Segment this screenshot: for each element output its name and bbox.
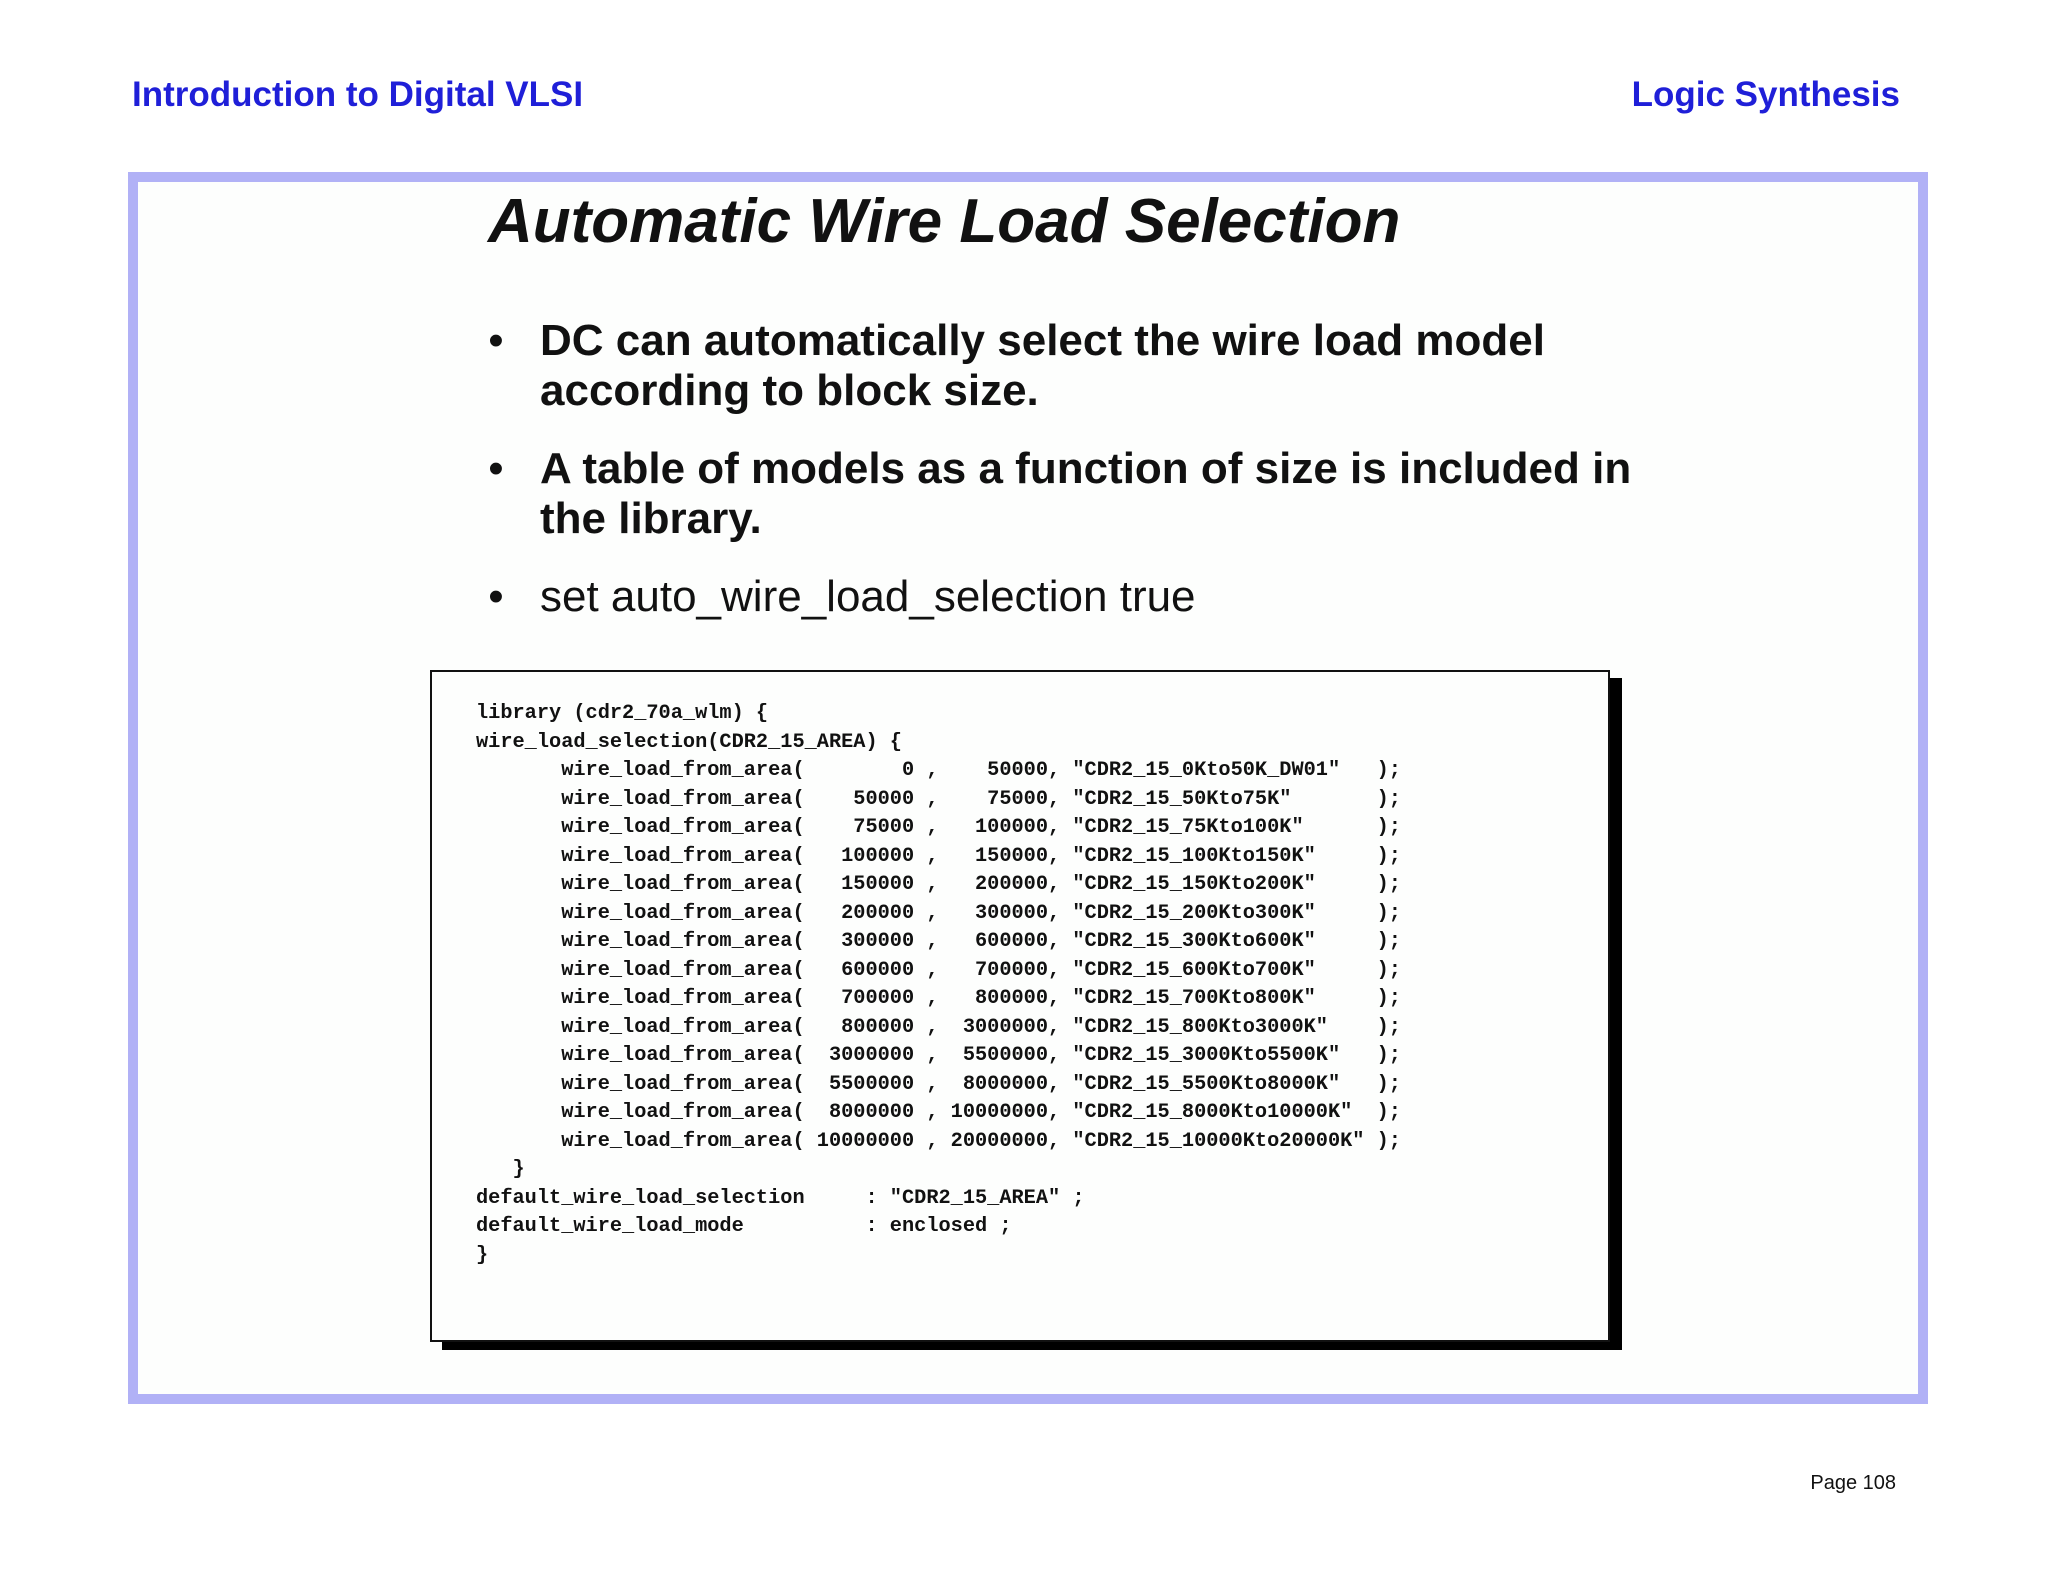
page-number: Page 108 [1810, 1472, 1896, 1494]
bullet-text: set auto_wire_load_selection true [540, 572, 1196, 621]
bullet-item [476, 316, 1656, 416]
code-listing [476, 700, 1401, 1270]
code-line: wire_load_from_area( 0 , 50000, "CDR2_15_0Kto50K_DW01" ); [476, 759, 1401, 782]
code-line: default_wire_load_mode : enclosed ; [476, 1215, 1012, 1238]
bullet-item [476, 572, 1656, 622]
code-line: wire_load_from_area( 800000 , 3000000, "CDR2_15_800Kto3000K" ); [476, 1015, 1401, 1039]
code-line: wire_load_from_area( 50000 , 75000, "CDR2_15_50Kto75K" ); [476, 787, 1401, 811]
code-line: default_wire_load_selection : "CDR2_15_AREA" ; [476, 1186, 1085, 1210]
course-title: Introduction to Digital VLSI [132, 75, 584, 114]
section-title: Logic Synthesis [1631, 75, 1900, 114]
bullet-text: DC can automatically select the wire load model according to block size. [540, 316, 1545, 415]
bullet-text: A table of models as a function of size is included in the library. [540, 444, 1632, 543]
code-line: wire_load_from_area( 10000000 , 20000000, "CDR2_15_10000Kto20000K" ); [476, 1129, 1401, 1153]
bullet-marker: • [488, 444, 504, 493]
code-line: wire_load_from_area( 200000 , 300000, "CDR2_15_200Kto300K" ); [476, 901, 1401, 925]
code-line: wire_load_from_area( 8000000 , 10000000, "CDR2_15_8000Kto10000K" ); [476, 1101, 1401, 1124]
code-line: } [476, 1243, 489, 1267]
bullet-marker: • [488, 572, 504, 621]
code-line: wire_load_from_area( 700000 , 800000, "CDR2_15_700Kto800K" ); [476, 987, 1401, 1010]
code-line: wire_load_from_area( 300000 , 600000, "CDR2_15_300Kto600K" ); [476, 930, 1401, 953]
bullet-list [476, 316, 1656, 650]
code-line: wire_load_from_area( 600000 , 700000, "CDR2_15_600Kto700K" ); [476, 958, 1401, 982]
code-listing-box [430, 670, 1610, 1342]
code-line: wire_load_selection(CDR2_15_AREA) { [476, 730, 902, 754]
bullet-item [476, 444, 1656, 544]
bullet-marker: • [488, 316, 504, 365]
code-line: } [476, 1158, 525, 1181]
code-line: wire_load_from_area( 75000 , 100000, "CDR2_15_75Kto100K" ); [476, 816, 1401, 839]
code-line: wire_load_from_area( 3000000 , 5500000, "CDR2_15_3000Kto5500K" ); [476, 1044, 1401, 1067]
code-line: library (cdr2_70a_wlm) { [476, 702, 769, 725]
code-line: wire_load_from_area( 5500000 , 8000000, "CDR2_15_5500Kto8000K" ); [476, 1072, 1401, 1096]
code-line: wire_load_from_area( 150000 , 200000, "CDR2_15_150Kto200K" ); [476, 873, 1401, 896]
slide-title: Automatic Wire Load Selection [488, 187, 1401, 256]
code-line: wire_load_from_area( 100000 , 150000, "CDR2_15_100Kto150K" ); [476, 844, 1401, 868]
